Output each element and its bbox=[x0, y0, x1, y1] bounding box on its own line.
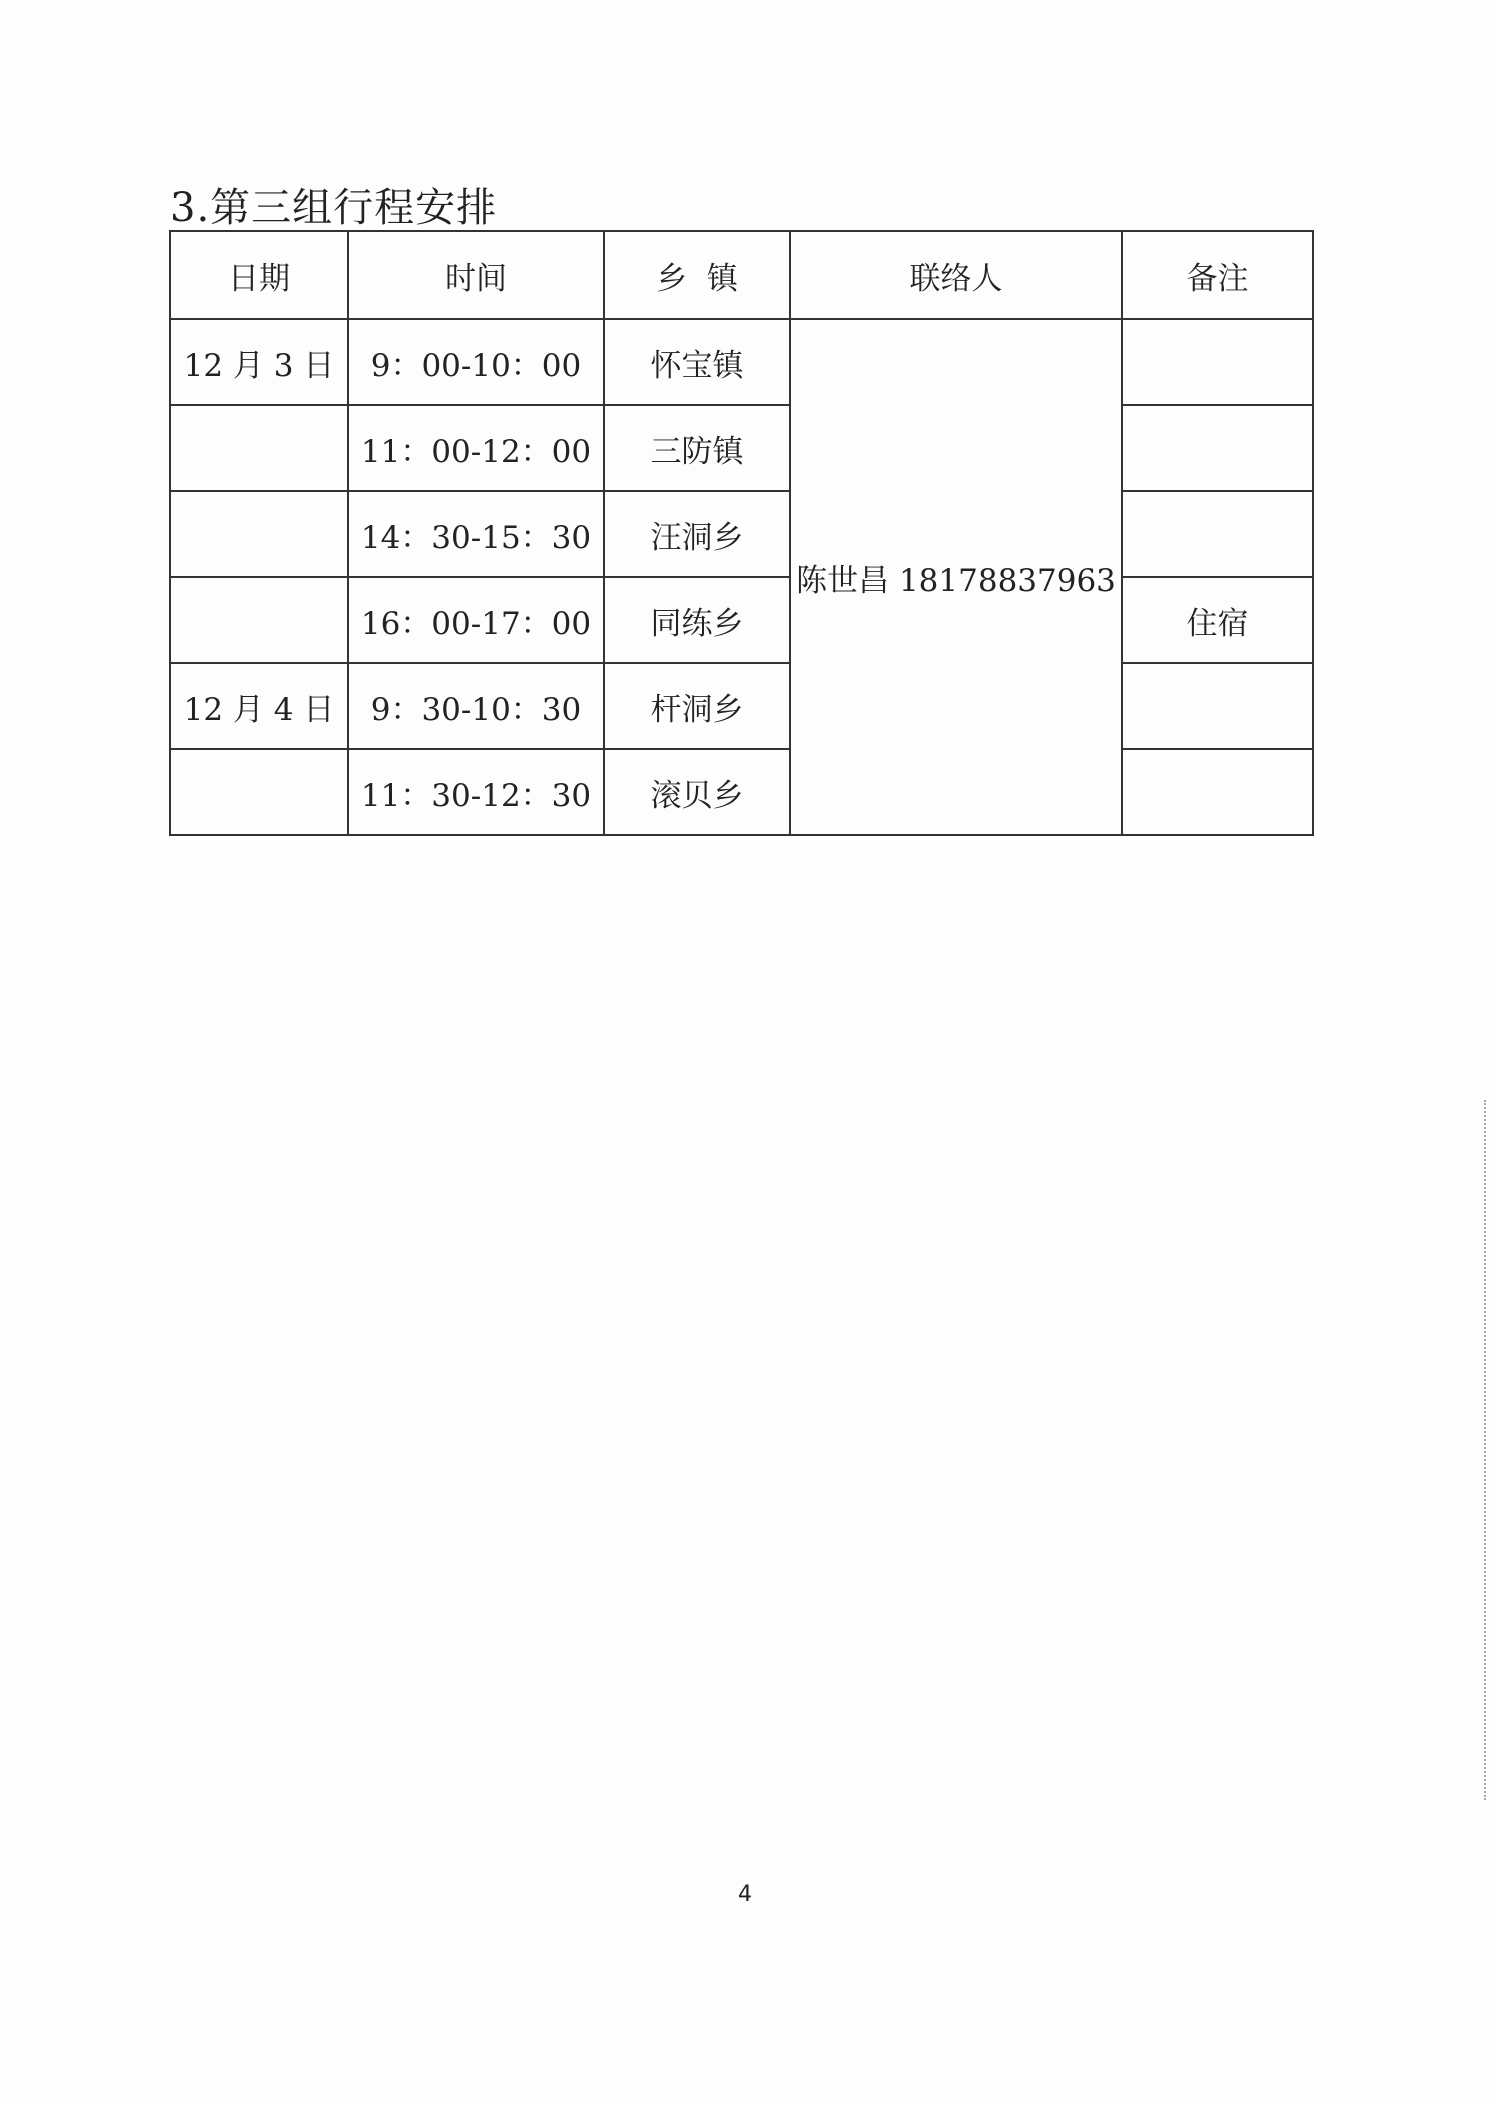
cell-time: 11：00-12：00 bbox=[348, 405, 604, 491]
cell-note bbox=[1122, 405, 1313, 491]
header-note: 备注 bbox=[1122, 231, 1313, 319]
cell-date bbox=[170, 749, 348, 835]
header-time: 时间 bbox=[348, 231, 604, 319]
cell-note bbox=[1122, 663, 1313, 749]
cell-contact: 陈世昌 18178837963 bbox=[790, 319, 1122, 835]
cell-time: 16：00-17：00 bbox=[348, 577, 604, 663]
table-row bbox=[170, 405, 1313, 491]
cell-date bbox=[170, 405, 348, 491]
cell-township: 同练乡 bbox=[604, 577, 790, 663]
schedule-table bbox=[169, 230, 1314, 836]
table-row bbox=[170, 577, 1313, 663]
page-number: 4 bbox=[738, 1882, 752, 1907]
cell-township: 三防镇 bbox=[604, 405, 790, 491]
cell-township: 汪洞乡 bbox=[604, 491, 790, 577]
cell-time: 11：30-12：30 bbox=[348, 749, 604, 835]
cell-note bbox=[1122, 749, 1313, 835]
cell-date: 12 月 4 日 bbox=[170, 663, 348, 749]
cell-township: 滚贝乡 bbox=[604, 749, 790, 835]
cell-time: 9：00-10：00 bbox=[348, 319, 604, 405]
table-row bbox=[170, 749, 1313, 835]
cell-date bbox=[170, 577, 348, 663]
cell-date bbox=[170, 491, 348, 577]
cell-township: 杆洞乡 bbox=[604, 663, 790, 749]
cell-township: 怀宝镇 bbox=[604, 319, 790, 405]
header-township: 乡 镇 bbox=[604, 231, 790, 319]
table-header-row bbox=[170, 231, 1313, 319]
header-contact: 联络人 bbox=[790, 231, 1122, 319]
table-row bbox=[170, 663, 1313, 749]
cell-note bbox=[1122, 319, 1313, 405]
table-row bbox=[170, 491, 1313, 577]
scan-edge-mark bbox=[1483, 1100, 1486, 1800]
cell-time: 14：30-15：30 bbox=[348, 491, 604, 577]
cell-time: 9：30-10：30 bbox=[348, 663, 604, 749]
header-date: 日期 bbox=[170, 231, 348, 319]
cell-note bbox=[1122, 491, 1313, 577]
section-title: 3.第三组行程安排 bbox=[170, 185, 498, 231]
cell-date: 12 月 3 日 bbox=[170, 319, 348, 405]
table-row bbox=[170, 319, 1313, 405]
cell-note: 住宿 bbox=[1122, 577, 1313, 663]
